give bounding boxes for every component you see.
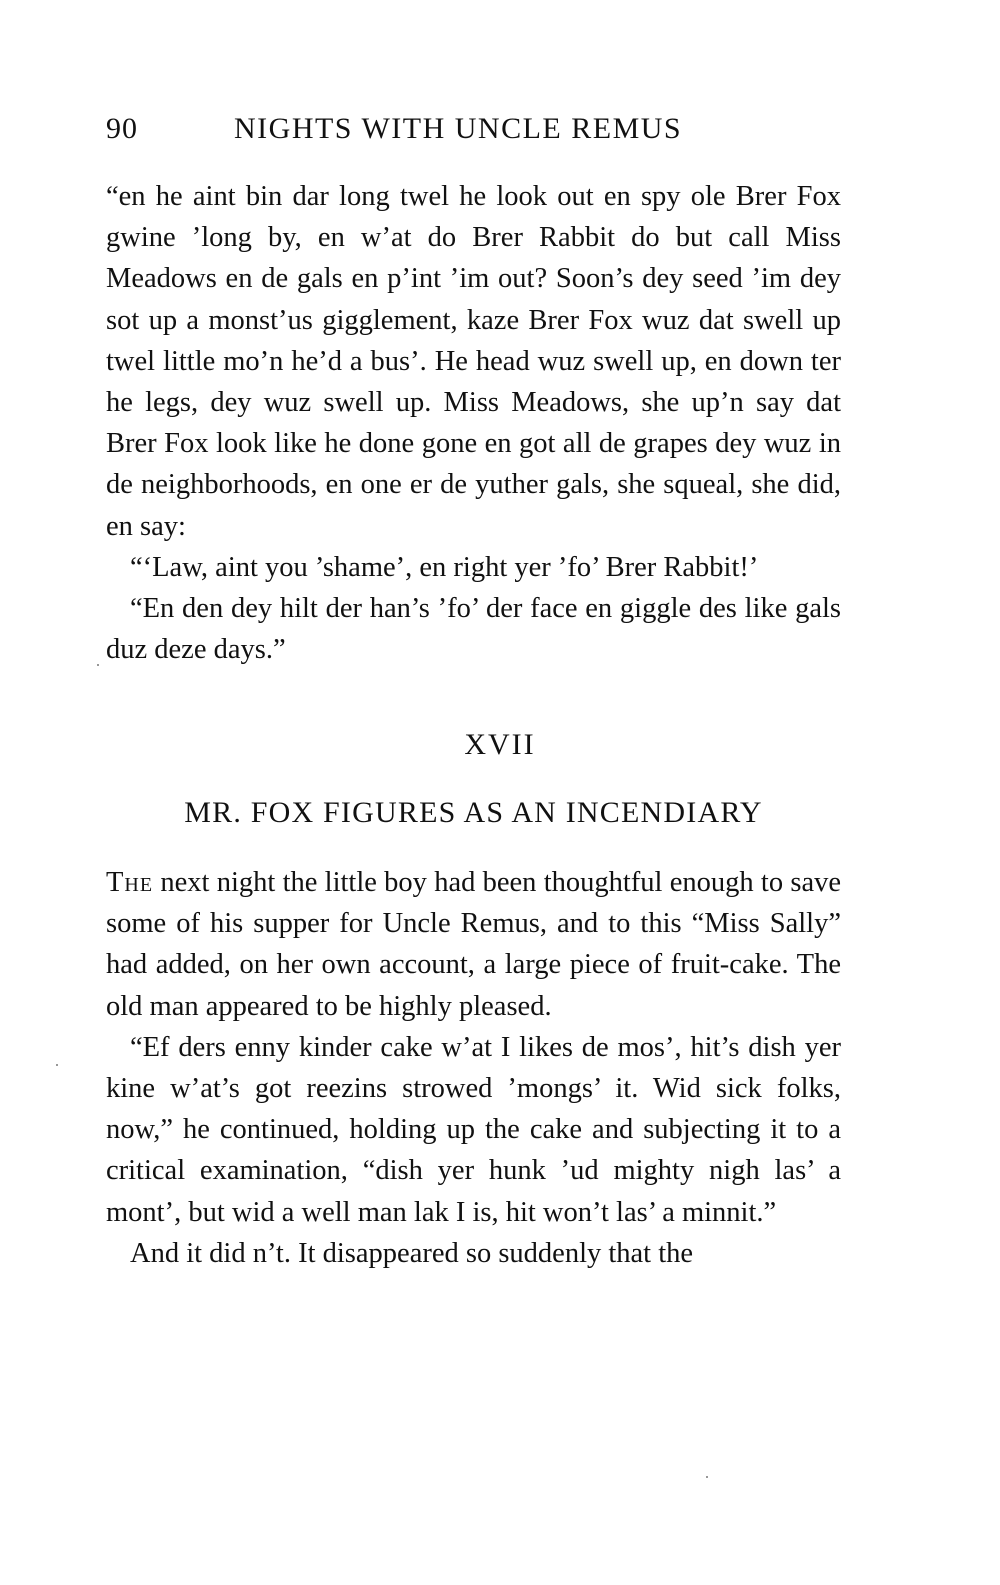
opening-word: The [106, 867, 154, 898]
scan-speck [97, 664, 99, 666]
chapter-number: XVII [464, 728, 536, 761]
paragraph: “en he aint bin dar long twel he look out en spy ole Brer Fox gwine ’long by, en w’at do Brer Rabbit do but call Miss Meadows en de gals en p’int ’im out? Soon’s dey seed ’im dey sot up a monst’us gigglement, kaze Brer Fox wuz dat swell up twel little mo’n he’d a bus’. He head wuz swell up, en down ter he legs, dey wuz swell up. Miss Meadows, she up’n say dat Brer Fox look like he done gone en got all de grapes dey wuz in de neighborhoods, en one er de yuther gals, she squeal, she did, en say: [106, 181, 841, 542]
paragraph: “Ef ders enny kinder cake w’at I likes de mos’, hit’s dish yer kine w’at’s got reezins strowed ’mongs’ it. Wid sick folks, now,” he continued, holding up the cake and subjecting it to a critical examination, “dish yer hunk ’ud mighty nigh las’ a mont’, but wid a well man lak I is, hit won’t las’ a minnit.” [106, 1031, 841, 1228]
continuation-text [106, 176, 841, 670]
opening-paragraph-text: next night the little boy had been thoughtful enough to save some of his supper for Uncle Remus, and to this “Miss Sally” had added, on her own account, a large piece of fruit-cake. The old man appeared to be highly pleased. [106, 867, 841, 1022]
paragraph: “En den dey hilt der han’s ’fo’ der face en giggle des like gals duz deze days.” [106, 593, 841, 666]
running-title: NIGHTS WITH UNCLE REMUS [234, 112, 683, 145]
opening-paragraph [106, 862, 841, 1027]
paragraph: And it did n’t. It disappeared so suddenly that the [130, 1237, 694, 1269]
page-number: 90 [106, 112, 138, 145]
chapter-title: MR. FOX FIGURES AS AN INCENDIARY [184, 796, 763, 829]
scan-speck [706, 1476, 708, 1478]
paragraph: “‘Law, aint you ’shame’, en right yer ’fo’ Brer Rabbit!’ [130, 551, 759, 583]
chapter-text [106, 862, 841, 1274]
running-head [106, 112, 846, 156]
scan-speck [56, 1064, 58, 1066]
